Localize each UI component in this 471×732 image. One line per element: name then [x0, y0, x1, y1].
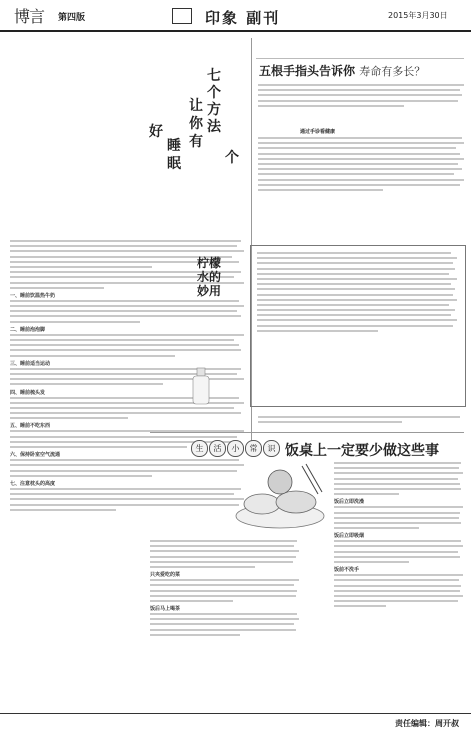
sleep-title-block [8, 36, 246, 236]
sleep-subhead: 四、睡前梳头发 [10, 389, 46, 396]
lemon-tips-list [257, 252, 459, 402]
title-char: 七 [207, 68, 221, 84]
badge-char: 生 [191, 440, 208, 457]
title-char: 睡 [167, 138, 181, 154]
sleep-subhead: 六、保持卧室空气流通 [10, 452, 61, 459]
badge-char: 小 [227, 440, 244, 457]
page-footer [0, 713, 471, 732]
title-char: 你 [189, 116, 203, 132]
dinner-article-col2 [334, 462, 464, 708]
section-title: 印象 副刊 [205, 9, 281, 27]
lemon-bottle-icon [190, 366, 214, 406]
dinner-subhead: 只夹爱吃的菜 [150, 572, 181, 579]
lemon-title: 柠檬水的妙用 [196, 256, 221, 298]
nails-headline-sub: 寿命有多长？ [359, 65, 426, 78]
title-char: 个 [225, 150, 239, 166]
lemon-title-block [192, 246, 250, 406]
sleep-vertical-title [146, 68, 246, 236]
title-char: 法 [207, 119, 221, 135]
issue-date: 2015年3月30日 [388, 11, 448, 20]
dinner-subhead: 饭后立即吸烟 [334, 533, 365, 540]
sleep-subhead: 五、睡前不吃东西 [10, 423, 51, 430]
dinner-subhead: 饭后马上喝茶 [150, 606, 181, 613]
sleep-subhead: 二、睡前泡泡脚 [10, 326, 46, 333]
masthead [0, 0, 471, 32]
responsible-editor: 责任编辑：周开叔 [395, 719, 459, 728]
lemon-tips-box [250, 245, 466, 407]
food-illustration [232, 460, 328, 534]
badge-char: 活 [209, 440, 226, 457]
edition-label: 第四版 [58, 13, 86, 23]
dinner-subhead: 饭前不洗手 [334, 567, 360, 574]
title-char: 方 [207, 102, 221, 118]
badge-char: 常 [245, 440, 262, 457]
nails-headline [259, 62, 425, 79]
title-char: 眠 [167, 156, 181, 172]
title-char: 个 [207, 85, 221, 101]
nails-kicker [256, 40, 464, 59]
sleep-subhead: 三、睡前适当运动 [10, 360, 51, 367]
dinner-headline: 饭桌上一定要少做这些事 [285, 443, 439, 459]
dinner-article-col1 [150, 540, 300, 708]
life-tips-badge [191, 436, 281, 454]
section-divider [150, 432, 464, 433]
nails-body [258, 137, 466, 237]
title-char: 让 [189, 98, 203, 114]
title-char: 有 [189, 134, 203, 150]
title-char: 好 [149, 124, 163, 140]
nails-intro [258, 84, 466, 128]
sleep-subhead: 一、睡前饮温热牛奶 [10, 292, 56, 299]
sleep-subhead: 七、注意枕头的高度 [10, 480, 56, 487]
masthead-logo: 博言 [14, 7, 45, 26]
dinner-subhead: 饭后立即洗澡 [334, 499, 365, 506]
nails-box-title: 通过手诊看健康 [300, 129, 336, 135]
badge-char: 识 [263, 440, 280, 457]
nails-headline-main: 五根手指头告诉你 [259, 64, 356, 78]
masthead-emblem [172, 8, 192, 24]
lemon-note [258, 416, 464, 436]
